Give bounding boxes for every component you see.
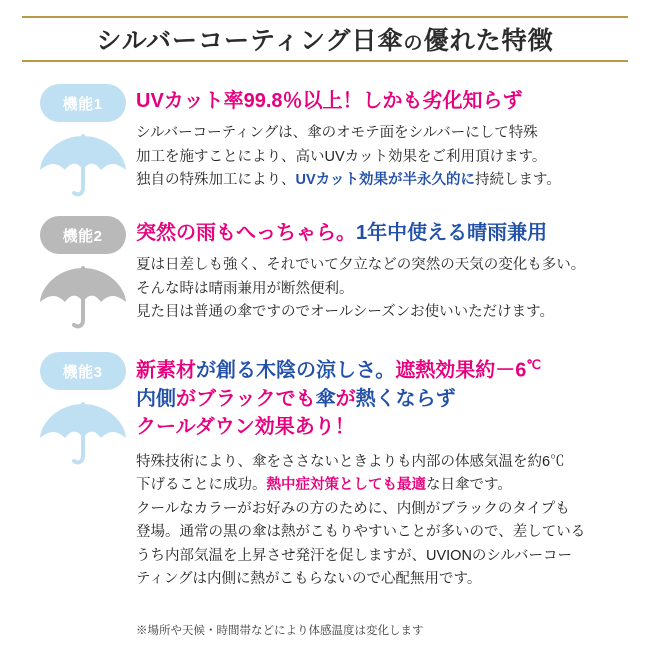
feature-2-body bbox=[136, 220, 636, 325]
feature-1-highlight: UVカット効果が半永久的に bbox=[295, 172, 475, 189]
feature-1-line-2: 加工を施すことにより、高いUVカット効果をご利用頂けます。 bbox=[136, 148, 547, 165]
feature-3-line-2-pre: 下げることに成功。 bbox=[136, 477, 267, 494]
feature-3-headline-f: 傘 bbox=[315, 388, 336, 411]
feature-3-badge: 機能3 bbox=[40, 352, 126, 390]
feature-3-line-2-post: な日傘です。 bbox=[426, 477, 512, 494]
umbrella-icon bbox=[35, 128, 131, 200]
feature-3-headline-g: が bbox=[335, 388, 356, 411]
page-title-part3: 優れた特徴 bbox=[423, 27, 554, 55]
feature-3-headline-h: 熱くならず bbox=[355, 388, 456, 411]
page-title-part1: シルバーコーティング日傘 bbox=[96, 27, 404, 55]
feature-3-headline-e: がブラックでも bbox=[176, 388, 316, 411]
feature-2-line-1: 夏は日差しも強く、それでいて夕立などの突然の天気の変化も多い。 bbox=[136, 257, 586, 274]
feature-3-headline-line3: クールダウン効果あり！ bbox=[136, 416, 355, 439]
feature-3-line-3: クールなカラーがお好みの方のために、内側がブラックのタイプも bbox=[136, 500, 570, 517]
feature-1-badge-col bbox=[30, 84, 135, 200]
umbrella-icon bbox=[35, 396, 131, 468]
feature-2-headline-b: 1年中使える晴雨兼用 bbox=[356, 222, 548, 244]
feature-3-headline-unit: ℃ bbox=[526, 357, 541, 372]
footnote: ※場所や天候・時間帯などにより体感温度は変化します bbox=[136, 625, 424, 637]
feature-2-line-3: 見た目は普通の傘ですのでオールシーズンお使いいただけます。 bbox=[136, 304, 554, 321]
feature-3-headline-c: 遮熱効果約－6 bbox=[395, 359, 527, 382]
feature-3-line-1: 特殊技術により、傘をささないときよりも内部の体感気温を約6℃ bbox=[136, 453, 565, 470]
page-title-part2: の bbox=[403, 33, 424, 54]
page-title bbox=[96, 21, 553, 57]
feature-1-body bbox=[136, 88, 636, 193]
feature-2-line-2: そんな時は晴雨兼用が断然便利。 bbox=[136, 280, 354, 297]
feature-3-headline-d: 内側 bbox=[136, 388, 176, 411]
feature-3-line-4: 登場。通常の黒の傘は熱がこもりやすいことが多いので、差している bbox=[136, 524, 586, 541]
feature-3-headline-line2 bbox=[136, 386, 636, 412]
feature-1-line-1: シルバーコーティングは、傘のオモテ面をシルバーにして特殊 bbox=[136, 125, 538, 142]
feature-3-highlight: 熱中症対策としても最適 bbox=[266, 477, 426, 494]
feature-3-body bbox=[136, 356, 636, 592]
feature-1-line-3-post: 持続します。 bbox=[475, 172, 561, 189]
feature-3-headline-line1 bbox=[136, 356, 636, 384]
feature-1-headline-a: UVカット率99.8％以上！ bbox=[136, 90, 363, 112]
feature-3-headline-b: が創る木陰の涼しさ。 bbox=[196, 359, 396, 382]
feature-2-headline bbox=[136, 220, 636, 246]
feature-3-headline-a: 新素材 bbox=[136, 359, 196, 382]
feature-1-line-3-pre: 独自の特殊加工により、 bbox=[136, 172, 296, 189]
umbrella-icon bbox=[35, 260, 131, 332]
feature-2-badge-col bbox=[30, 216, 135, 332]
feature-3-badge-col bbox=[30, 352, 135, 468]
feature-1-headline-b: しかも劣化知らず bbox=[362, 90, 523, 112]
page-header bbox=[22, 16, 628, 62]
feature-3-line-5: うち内部気温を上昇させ発汗を促しますが、UVIONのシルバーコー bbox=[136, 547, 573, 564]
feature-1-headline bbox=[136, 88, 636, 114]
feature-1-line-3 bbox=[136, 169, 636, 192]
feature-3-line-6: ティングは内側に熱がこもらないので心配無用です。 bbox=[136, 571, 482, 588]
feature-2-badge: 機能2 bbox=[40, 216, 126, 254]
feature-2-headline-a: 突然の雨もへっちゃら。 bbox=[136, 222, 356, 244]
feature-1-badge: 機能1 bbox=[40, 84, 126, 122]
feature-3-line-2 bbox=[136, 474, 636, 497]
